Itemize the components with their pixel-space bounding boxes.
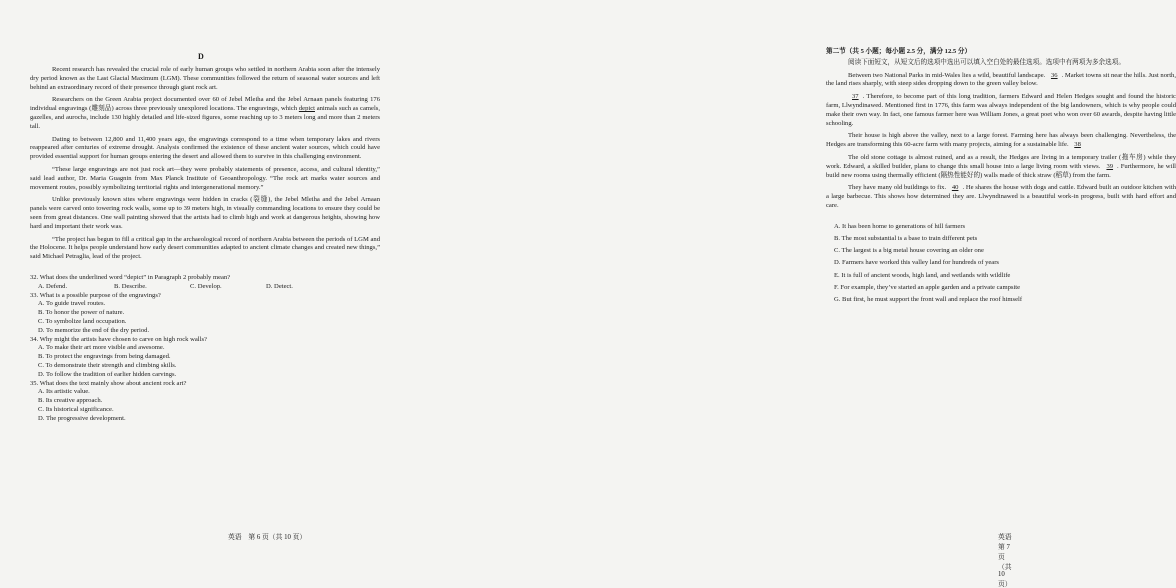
cloze-paragraph-4: The old stone cottage is almost ruined, and as a result, the Hedges are living in a temporary trailer (拖车房) while they work. Edward, a skilled builder, plans to change this small house into a large living room with views. 39 . Furthermore, he will build new rooms using thermally efficient (隔热性能好的) walls made of thick straw (稻草) from the farm. — [826, 153, 1176, 179]
option: D. Farmers have worked this valley land for hundreds of years — [834, 259, 999, 267]
option: A. To guide travel routes. — [38, 300, 106, 308]
passage-paragraph-2: Researchers on the Green Arabia project documented over 60 of Jebel Mleiha and the Jebel Arnaan panels featuring 176 individual engravings (雕刻品) across three previously unexplored locations. The engravings, which depict animals such as camels, gazelles, and aurochs, include 130 highly detailed and life-sized figures, some reaching up to 3 meters long and more than 2 meters tall. — [30, 96, 380, 130]
option: C. To symbolize land occupation. — [38, 317, 127, 325]
question-32: 32. What does the underlined word “depict” in Paragraph 2 probably mean? — [30, 273, 231, 281]
question-33: 33. What is a possible purpose of the engravings? — [30, 291, 161, 299]
option: D. To memorize the end of the dry period. — [38, 326, 150, 334]
right-column — [826, 48, 1176, 308]
option: A. To make their art more visible and awesome. — [38, 344, 165, 352]
question-32-options — [38, 283, 380, 292]
cloze-paragraph-1: Between two National Parks in mid-Wales lies a wild, beautiful landscape. 36 . Market towns sit near the hills. Just north, the land rises sharply, with steep sides dropping down to the green valley below. — [826, 71, 1176, 88]
option: G. But first, he must support the front wall and replace the roof himself — [834, 295, 1023, 303]
blank-36: 36 — [1050, 71, 1058, 79]
option: C. To demonstrate their strength and climbing skills. — [38, 361, 177, 369]
option: A. Its artistic value. — [38, 388, 90, 396]
page-footer: 英语 第 7 页（共 10 页） — [998, 534, 1019, 588]
passage-paragraph-6: “The project has begun to fill a critical gap in the archaeological record of northern Arabia between the periods of LGM and the Holocene. It helps people understand how early desert communities adapted to ancient climate changes and created new things,” said Michael Petraglia, lead of the project. — [30, 235, 380, 261]
option: D. To follow the tradition of earlier hidden carvings. — [38, 370, 177, 378]
option: D. Detect. — [266, 282, 293, 290]
instructions: 阅读下面短文，从短文后的选项中选出可以填入空白处的最佳选项。选项中有两项为多余选项。 — [848, 58, 1125, 66]
blank-37: 37 — [852, 93, 859, 101]
option: A. Defend. — [38, 282, 68, 290]
option: B. To protect the engravings from being damaged. — [38, 353, 171, 361]
blank-40: 40 — [951, 184, 959, 192]
blank-38: 38 — [1074, 141, 1081, 149]
left-column — [30, 66, 380, 423]
option: B. Its creative approach. — [38, 397, 103, 405]
option: B. To honor the power of nature. — [38, 309, 125, 317]
option: A. It has been home to generations of hill farmers — [834, 222, 966, 230]
passage-paragraph-3: Dating to between 12,800 and 11,400 years ago, the engravings correspond to a time when temporary lakes and rivers reappeared after centuries of extreme drought. Analysis confirmed the existence of these ancient water sources, which could have provided essential support for human groups entering the desert and allowed them to survive in this challenging environment. — [30, 135, 380, 161]
option: E. It is full of ancient woods, high land, and wetlands with wildlife — [834, 271, 1011, 279]
left-page — [0, 0, 400, 588]
question-35: 35. What does the text mainly show about ancient rock art? — [30, 379, 187, 387]
blank-39: 39 — [1106, 162, 1114, 170]
cloze-paragraph-5: They have many old buildings to fix. 40 . He shares the house with dogs and cattle. Edward built an outdoor kitchen with a large barbecue. This shows how determined they are. Llwyndinawed is a beautiful work-in progress, built with hard effort and care. — [826, 184, 1176, 209]
section-title: 第二节（共 5 小题；每小题 2.5 分，满分 12.5 分） — [826, 48, 972, 55]
cloze-paragraph-3: Their house is high above the valley, next to a large forest. Farming here has always been challenging. Nevertheless, the Hedges are transforming this 60-acre farm with many projects, aiming for a sustainable life. 38 — [826, 132, 1176, 149]
underlined-word: depict — [298, 105, 315, 113]
option: C. Develop. — [190, 282, 222, 290]
cloze-paragraph-2: 37 . Therefore, to become part of this long tradition, farmers Edward and Helen Hedges sought and found the historic farm, Llwyndinawed. Mentioned first in 1776, this farm was always independent of the big landowners, which is why people could make their own way. In fact, one famous farmer here was William Jones, a great poet who won over 60 awards, despite having little schooling. — [826, 93, 1176, 127]
option: F. For example, they’ve started an apple garden and a private campsite — [834, 283, 1021, 291]
question-34: 34. Why might the artists have chosen to carve on high rock walls? — [30, 335, 207, 343]
option: C. The largest is a big metal house covering an older one — [834, 247, 984, 255]
option: B. Describe. — [114, 282, 147, 290]
option: C. Its historical significance. — [38, 405, 114, 413]
passage-paragraph-4: “These large engravings are not just rock art—they were probably statements of presence, access, and cultural identity,” said lead author, Dr. Maria Guagnin from Max Planck Institute of Geoanthropology. “The rock art marks water sources and movement routes, possibly symbolizing territorial rights and intergenerational memory.” — [30, 165, 380, 191]
page-footer: 英语 第 6 页（共 10 页） — [228, 534, 307, 541]
option: B. The most substantial is a base to train different pets — [834, 234, 978, 242]
section-label: D — [198, 52, 204, 61]
passage-paragraph-5: Unlike previously known sites where engravings were hidden in cracks (裂缝), the Jebel Mleiha and the Jebel Arnaan panels were carved onto towering rock walls, some up to 39 meters high, in visually commanding locations to ensure they could be seen from great distances. One wall painting showed that the artists had to climb high and work at dangerous heights, showing how hard and important their work was. — [30, 196, 380, 230]
passage-paragraph-1: Recent research has revealed the crucial role of early human groups who settled in northern Arabia soon after the intensely dry period known as the Last Glacial Maximum (LGM). These communities followed the return of seasonal water sources and left behind an extraordinary record of their presence through giant rock art. — [30, 66, 380, 91]
answer-options — [826, 223, 1176, 305]
option: D. The progressive development. — [38, 414, 126, 422]
right-page — [400, 0, 1176, 588]
